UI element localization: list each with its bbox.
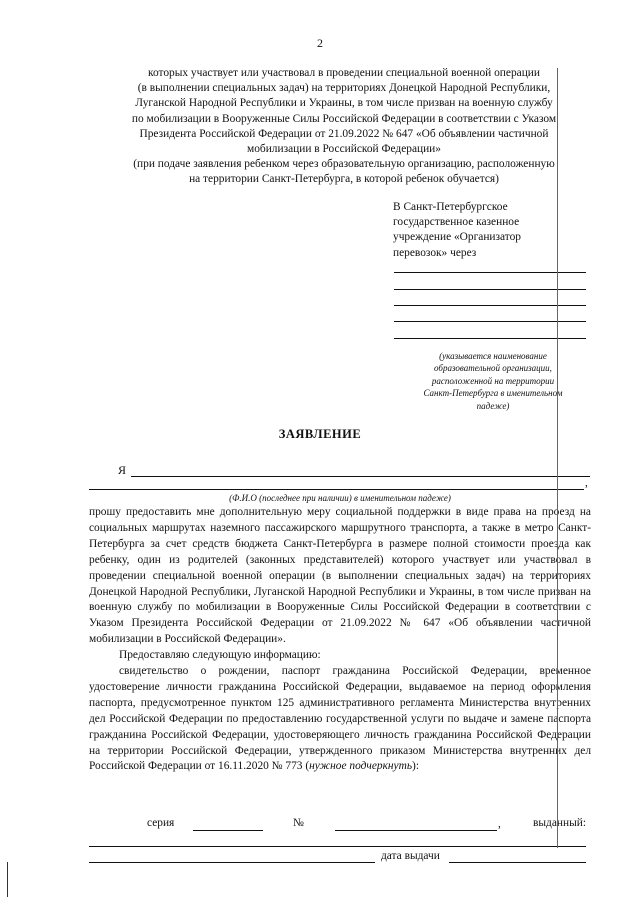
scan-artifact-line [557,68,558,848]
fio-field-continued[interactable] [89,489,584,490]
addressee-block [393,200,573,261]
issued-by-field[interactable] [89,846,586,847]
series-label: серия [147,817,175,829]
header-line: на территории Санкт-Петербурга, в которой ребенок обучается) [189,173,499,186]
header-line: по мобилизации в Вооруженные Силы Российской Федерации в соответствии с Указом [131,112,557,125]
addressee-line: перевозок» через [393,246,477,259]
request-paragraph: прошу предоставить мне дополнительную меру социальной поддержки в виде права на проезд на социальных маршрутах наземного пассажирского маршрутного транспорта, а также в метро Санкт-Петербурга за счет средств бюджета Санкт-Петербурга в размере полной стоимости проезда как ребенку, один из родителей (законных представителей) которого участвует или участвовал в проведении специальной военной операции (в выполнении специальных задач) на территориях Донецкой Народной Республики, Луганской Народной Республики и Украины, в том числе призван на военную службу по мобилизации в Вооруженные Силы Российской Федерации в соответствии с Указом Президента Российской Федерации от 21.09.2022 № 647 «Об объявлении частичной мобилизации в Российской Федерации». [89,506,591,646]
issued-label: выданный: [533,817,586,829]
note-line: Санкт-Петербурга в именительном [423,388,563,399]
number-field[interactable] [335,830,497,831]
document-title: ЗАЯВЛЕНИЕ [278,427,362,441]
documents-paragraph [89,664,591,775]
issue-date-field[interactable] [449,862,586,863]
comma: , [498,818,501,830]
documents-italic: нужное подчеркнуть [309,760,413,773]
header-line: которых участвует или участвовал в проведении специальной военной операции [148,67,540,79]
header-line: (в выполнении специальных задач) на территориях Донецкой Народной Республики, [137,82,551,95]
ya-label: Я [118,463,127,477]
addressee-note [398,350,588,412]
comma: , [585,477,588,489]
header-block [84,66,604,188]
issue-date-label: дата выдачи [381,850,440,862]
issued-by-field-continued[interactable] [89,862,375,863]
note-line: (указывается наименование [439,351,547,361]
info-intro: Предоставляю следующую информацию: [119,649,321,661]
number-label: № [293,817,304,829]
header-line: Президента Российской Федерации от 21.09.2022 № 647 «Об объявлении частичной [139,127,549,140]
addressee-line: В Санкт-Петербургское [393,201,508,213]
header-line: Луганской Народной Республики и Украины, в том числе призван на военную службу [135,97,553,110]
note-line: образовательной организации, [434,363,552,374]
scan-edge-line [7,862,8,897]
fio-note: (Ф.И.О (последнее при наличии) в именительном падеже) [229,493,451,503]
note-line: расположенной на территории [431,375,555,386]
note-line: падеже) [476,400,510,411]
page-number: 2 [317,36,323,50]
documents-text: свидетельство о рождении, паспорт гражданина Российской Федерации, временное удостоверение личности гражданина Российской Федерации, выдаваемое на период оформления паспорта, предусмотренное пунктом 125 административного регламента Министерства внутренних дел Российской Федерации по предоставлению государственной услуги по выдаче и замене паспорта гражданина Российской Федерации, удостоверяющего личность гражданина Российской Федерации на территории Российской Федерации, утвержденного приказом Министерства внутренних дел Российской Федерации от 16.11.2020 № 773 ( [89,665,591,773]
series-field[interactable] [193,830,263,831]
header-line: мобилизации в Российской Федерации» [247,143,441,156]
documents-end: ): [412,760,419,773]
addressee-line: учреждение «Организатор [393,231,522,244]
addressee-line: государственное казенное [393,216,520,229]
header-line: (при подаче заявления ребенком через образовательную организацию, расположенную [133,158,555,171]
fio-field[interactable] [131,476,590,477]
